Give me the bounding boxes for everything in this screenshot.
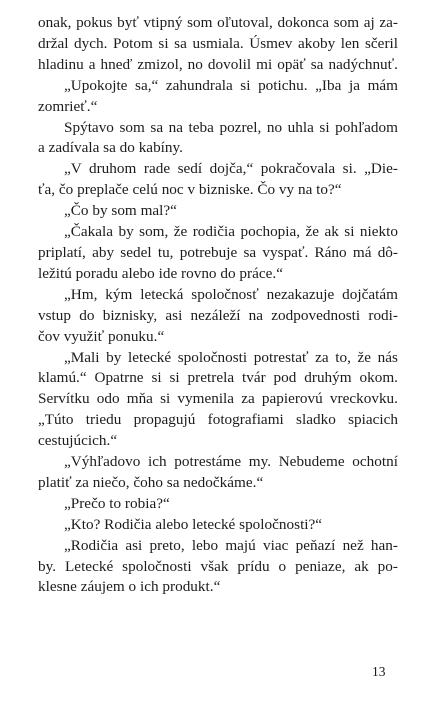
text-line: vstup do biznisky, asi nezáleží na zodpovednosti rodi- (38, 306, 398, 324)
body-text (38, 13, 398, 598)
page-number: 13 (372, 664, 386, 679)
text-line: zomrieť.“ (38, 97, 98, 115)
text-line: cestujúcich.“ (38, 432, 118, 450)
text-line: „Čakala by som, že rodičia pochopia, že ak si niekto (64, 223, 398, 241)
text-line: „Kto? Rodičia alebo letecké spoločnosti?“ (64, 515, 323, 533)
text-line: „Túto triedu propagujú fotografiami sladko spiacich (38, 411, 398, 429)
text-line: hladinu a hneď zmizol, no dovolil mi opäť sa nadýchnuť. (38, 55, 398, 73)
text-line: platiť za niečo, čoho sa nedočkáme.“ (38, 473, 264, 491)
text-line: „Hm, kým letecká spoločnosť nezakazuje dojčatám (64, 285, 398, 303)
text-line: „Upokojte sa,“ zahundrala si potichu. „Iba ja mám (64, 76, 398, 94)
text-line: „Rodičia asi preto, lebo majú viac peňazí než han- (64, 536, 398, 554)
text-line: „Čo by som mal?“ (64, 202, 177, 220)
text-line: Spýtavo som sa na teba pozrel, no uhla si pohľadom (64, 118, 398, 136)
text-line: „Mali by letecké spoločnosti potrestať za to, že nás (64, 348, 398, 366)
text-line: a zadívala sa do kabíny. (38, 139, 183, 157)
text-line: „Výhľadovo ich potrestáme my. Nebudeme ochotní (64, 453, 398, 471)
text-line: „V druhom rade sedí dojča,“ pokračovala si. „Die- (64, 160, 398, 178)
text-line: ťa, čo preplače celú noc v bizniske. Čo vy na to?“ (38, 181, 342, 199)
text-line: Servítku odo mňa si vymenila za papierovú vreckovku. (38, 390, 398, 408)
text-line: priplatí, aby sedel tu, potrebuje sa vyspať. Ráno má dô- (38, 243, 398, 261)
text-line: ležitú poradu alebo ide rovno do práce.“ (38, 264, 283, 282)
text-line: onak, pokus byť vtipný som oľutoval, dokonca som aj za- (38, 14, 398, 31)
text-line: by. Letecké spoločnosti však prídu o peniaze, ak po- (38, 557, 398, 575)
text-line: držal dych. Potom si sa usmiala. Úsmev akoby len sčeril (38, 34, 398, 52)
text-line: čov využiť ponuku.“ (38, 327, 165, 345)
text-line: klamú.“ Opatrne si si pretrela tvár pod druhým okom. (38, 369, 398, 387)
text-line: klesne záujem o ich produkt.“ (38, 578, 221, 596)
text-line: „Prečo to robia?“ (64, 494, 170, 512)
